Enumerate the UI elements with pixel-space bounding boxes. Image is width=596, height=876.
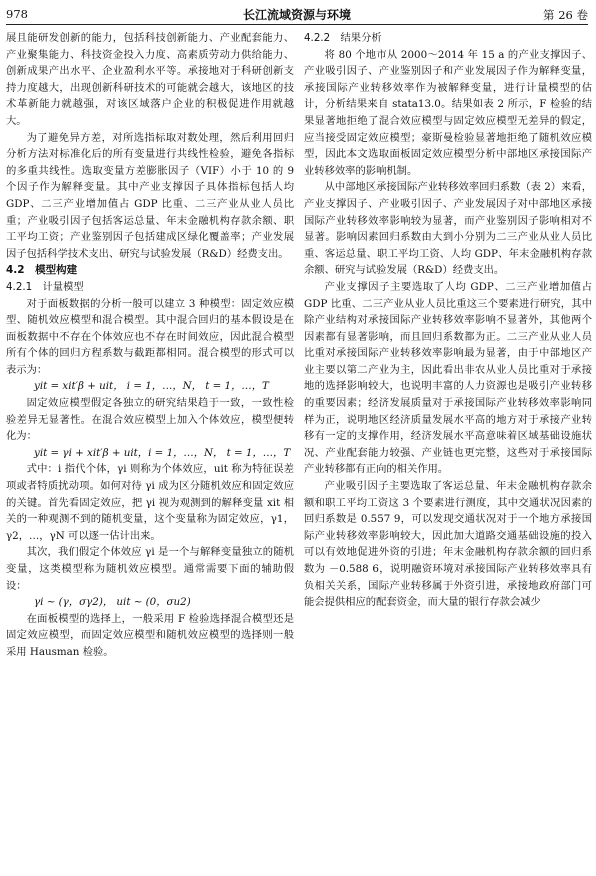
volume-label: 第 26 卷	[543, 8, 588, 22]
left-column	[6, 30, 294, 661]
journal-title: 长江流域资源与环境	[242, 8, 351, 22]
paragraph: 从中部地区承接国际产业转移效率回归系数（表 2）来看，产业支撑因子、产业吸引因子、产业发展因子对中部地区承接国际产业转移效率影响较为显著，而产业鉴别因子影响相对不显著。影响因素回归系数由大到小分别为二三产业从业人员比重、客运总量、职工平均工资、人均 GDP、年末金融机构存款余额、研究与试验发展（R&D）经费支出。	[304, 181, 592, 277]
section-heading: 4.2 模型构建	[6, 264, 78, 277]
paragraph: 在面板模型的选择上，一般采用 F 检验选择混合模型还是固定效应模型，而固定效应模型和随机效应模型的选择则一般采用 Hausman 检验。	[6, 612, 294, 658]
paragraph: 产业吸引因子主要选取了客运总量、年末金融机构存款余额和职工平均工资这 3 个要素进行测度，其中交通状况因素的回归系数是 0.557 9，可以发现交通状况对于一个地方承接国际产业转移效率影响较大，因此加大道路交通基础设施的投入可以有效地促进外资的引进；年末金融机构存款余额的回归系数为 －0.588 6，说明融资环境对承接国际产业转移效率具有负相关关系，国际产业转移属于外资引进，承接地政府部门可能会提供相应的配套资金，而大量的银行存款会减少	[304, 480, 592, 609]
paragraph: 产业支撑因子主要选取了人均 GDP、二三产业增加值占 GDP 比重、二三产业从业人员比重这三个要素进行研究，其中除产业结构对承接国际产业转移效率影响不显著外，其他两个因素都有显著影响，而且回归系数都为正。二三产业从业人员比重对承接国际产业转移效率影响最为显著，由于中部地区产业主要以第二产业为主，因此看出非农从业人员比重对于承接地的选择影响较大，也说明丰富的人力资源也是吸引产业转移的重要因素；经济发展质量对于承接国际产业转移效率影响同样为正，说明地区经济质量发展水平高的地方对于承接产业转移有一定的支撑作用，经济发展水平高意味着区域基础设施状况、产业配套能力较强、产业链也更完整，这些对于承接国际产业转移都有正向的相关作用。	[304, 280, 592, 476]
equation-random-assumption: γi ~ (γ，σγ2)， uit ~ (0，σu2)	[34, 596, 191, 609]
equation-mixed-model: yit = xit′β + uit， i = 1，…，N， t = 1，…，T	[34, 380, 269, 393]
running-header	[6, 4, 588, 25]
paragraph: 其次，我们假定个体效应 γi 是一个与解释变量独立的随机变量，这类模型称为随机效应模型。通常需要下面的辅助假设：	[6, 546, 294, 592]
paragraph: 对于面板数据的分析一般可以建立 3 种模型：固定效应模型、随机效应模型和混合模型。其中混合回归的基本假设是在面板数据中不存在个体效应也不存在时间效应，因此混合模型所有个体的回归方程系数与截距都相同。混合模型的形式可以表示为：	[6, 297, 294, 376]
paragraph: 将 80 个地市从 2000～2014 年 15 a 的产业支撑因子、产业吸引因子、产业鉴别因子和产业发展因子作为解释变量，承接国际产业转移效率作为被解释变量，进行计量模型的估计，分析结果来自 stata13.0。结果如表 2 所示，F 检验的结果显著地拒绝了混合效应模型与固定效应模型无差异的假定，应当接受固定效应模型；豪斯曼检验显著地拒绝了随机效应模型，因此本文选取面板固定效应模型分析中部地区承接国际产业转移效率的影响机制。	[304, 48, 592, 177]
paragraph: 为了避免异方差，对所选指标取对数处理，然后利用回归分析方法对标准化后的所有变量进行共线性检验，避免各指标的多重共线性。选取变量方差膨胀因子（VIF）小于 10 的 9 个因子作为解释变量。其中产业支撑因子具体指标包括人均 GDP、二三产业增加值占 GDP 比重、二三产业从业人员比重；产业吸引因子包括客运总量、年末金融机构存款余额、职工平均工资；产业鉴别因子包括建成区绿化覆盖率；产业发展因子包括科学技术支出、研究与试验发展（R&D）经费支出。	[6, 131, 294, 260]
equation-fixed-effects: yit = γi + xit′β + uit，i = 1，…，N， t = 1，…，T	[34, 446, 291, 459]
paragraph: 展且能研发创新的能力，包括科技创新能力、产业配套能力、产业聚集能力、科技资金投入力度、高素质劳动力供给能力、创新成果产出水平、企业盈利水平等。承接地对于科研创新支持力度越大，出现创新科研技术的可能就会越大，该地区的技术革新能力就越强，对该区域落户企业的积极促进作用就越大。	[6, 32, 294, 127]
paragraph: 式中：i 指代个体，γi 则称为个体效应，uit 称为特征误差项或者特质扰动项。如何对待 γi 成为区分随机效应和固定效应的关键。首先看固定效应，把 γi 视为观测到的解释变量 xit 相关的一种观测不到的随机变量，这个变量称为固定效应，γ1，γ2，…，γN 可以逐一估计出来。	[6, 463, 294, 542]
subsection-heading: 4.2.1 计量模型	[6, 280, 84, 293]
right-column	[304, 30, 592, 611]
page-number: 978	[6, 7, 28, 21]
subsection-heading: 4.2.2 结果分析	[304, 32, 382, 44]
paragraph: 固定效应模型假定各独立的研究结果趋于一致，一致性检验差异无显著性。在混合效应模型上加入个体效应，模型便转化为：	[6, 397, 294, 443]
